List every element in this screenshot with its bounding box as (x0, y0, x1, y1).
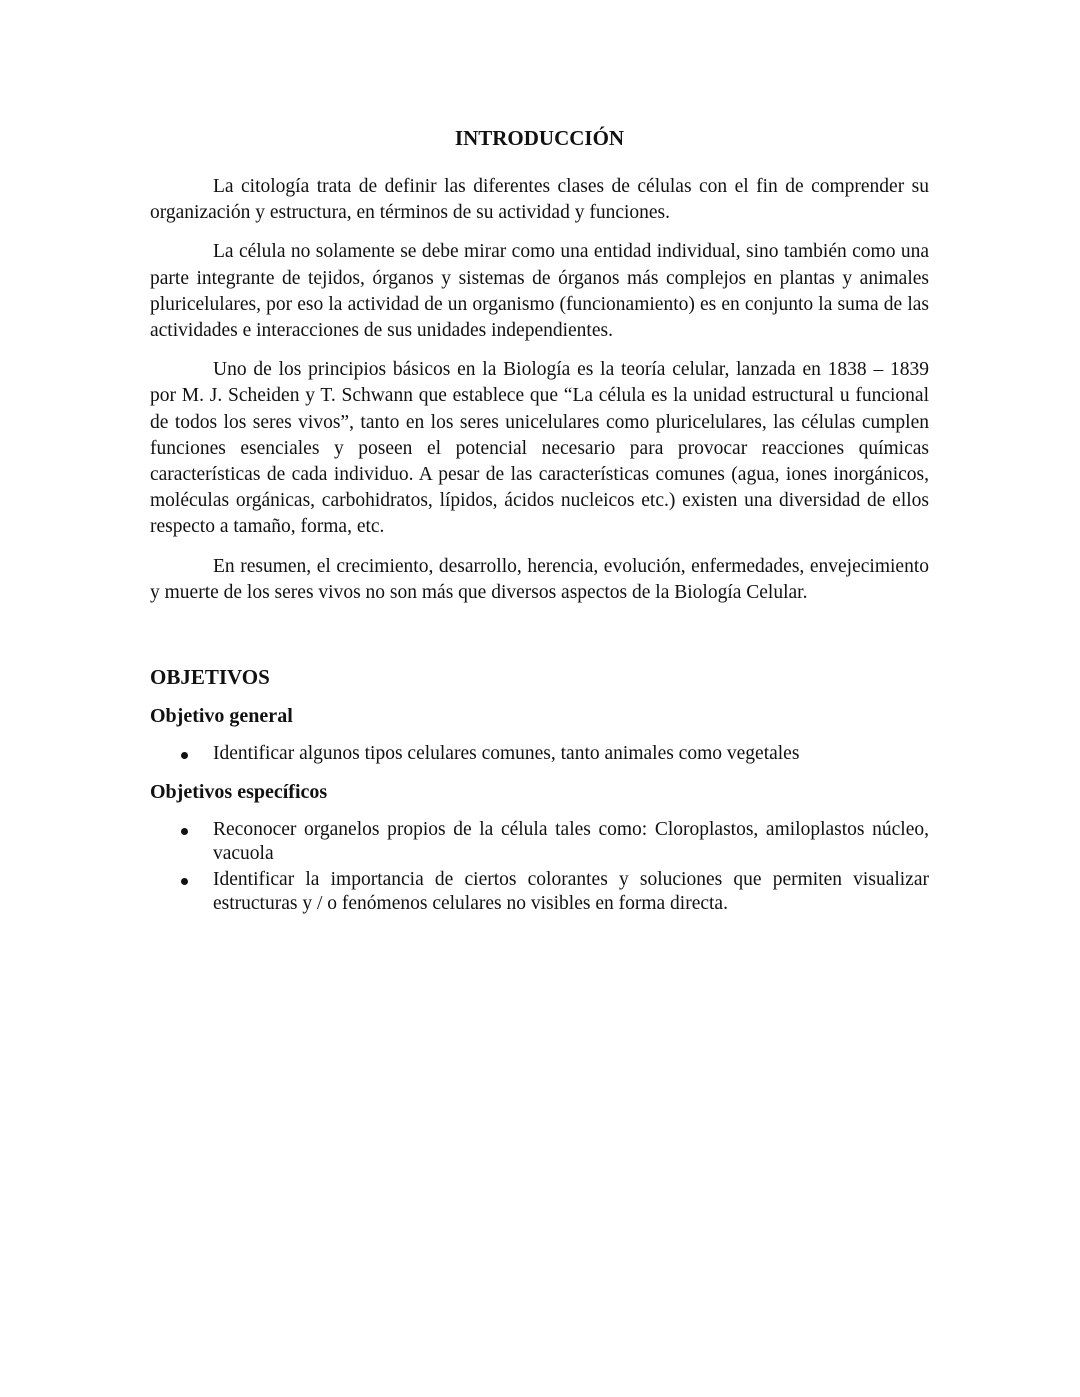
list-item (150, 742, 929, 767)
list-item-text: Identificar algunos tipos celulares comunes, tanto animales como vegetales (213, 743, 800, 765)
specific-objectives-list (150, 818, 929, 917)
document-page (150, 124, 929, 929)
list-item (150, 868, 929, 917)
bullet-icon (181, 878, 188, 885)
general-objectives-list (150, 742, 929, 767)
objectives-heading: OBJETIVOS (150, 665, 270, 690)
list-item (150, 818, 929, 867)
list-item-text: Identificar la importancia de ciertos colorantes y soluciones que permiten visualizar estructuras y / o fenómenos celulares no visibles en forma directa. (213, 868, 929, 915)
intro-paragraph: Uno de los principios básicos en la Biología es la teoría celular, lanzada en 1838 – 1839 por M. J. Scheiden y T. Schwann que establece que “La célula es la unidad estructural u funcional de todos los seres vivos”, tanto en los seres unicelulares como pluricelulares, las células cumplen funciones esenciales y poseen el potencial necesario para provocar reacciones químicas características de cada individuo. A pesar de las características comunes (agua, iones inorgánicos, moléculas orgánicas, carbohidratos, lípidos, ácidos nucleicos etc.) existen una diversidad de ellos respecto a tamaño, forma, etc. (150, 359, 929, 538)
specific-objectives-heading: Objetivos específicos (150, 780, 328, 803)
intro-paragraph: La citología trata de definir las diferentes clases de células con el fin de comprender su organización y estructura, en términos de su actividad y funciones. (150, 176, 929, 224)
bullet-icon (181, 752, 188, 759)
bullet-icon (181, 828, 188, 835)
intro-paragraph: La célula no solamente se debe mirar como una entidad individual, sino también como una parte integrante de tejidos, órganos y sistemas de órganos más complejos en plantas y animales pluricelulares, por eso la actividad de un organismo (funcionamiento) es en conjunto la suma de las actividades e interacciones de sus unidades independientes. (150, 241, 929, 342)
general-objective-heading: Objetivo general (150, 705, 293, 728)
page-title: INTRODUCCIÓN (454, 126, 625, 150)
intro-paragraph: En resumen, el crecimiento, desarrollo, herencia, evolución, enfermedades, envejecimiento y muerte de los seres vivos no son más que diversos aspectos de la Biología Celular. (150, 555, 929, 603)
section-spacer (150, 619, 929, 663)
list-item-text: Reconocer organelos propios de la célula tales como: Cloroplastos, amiloplastos núcleo, vacuola (213, 818, 929, 865)
